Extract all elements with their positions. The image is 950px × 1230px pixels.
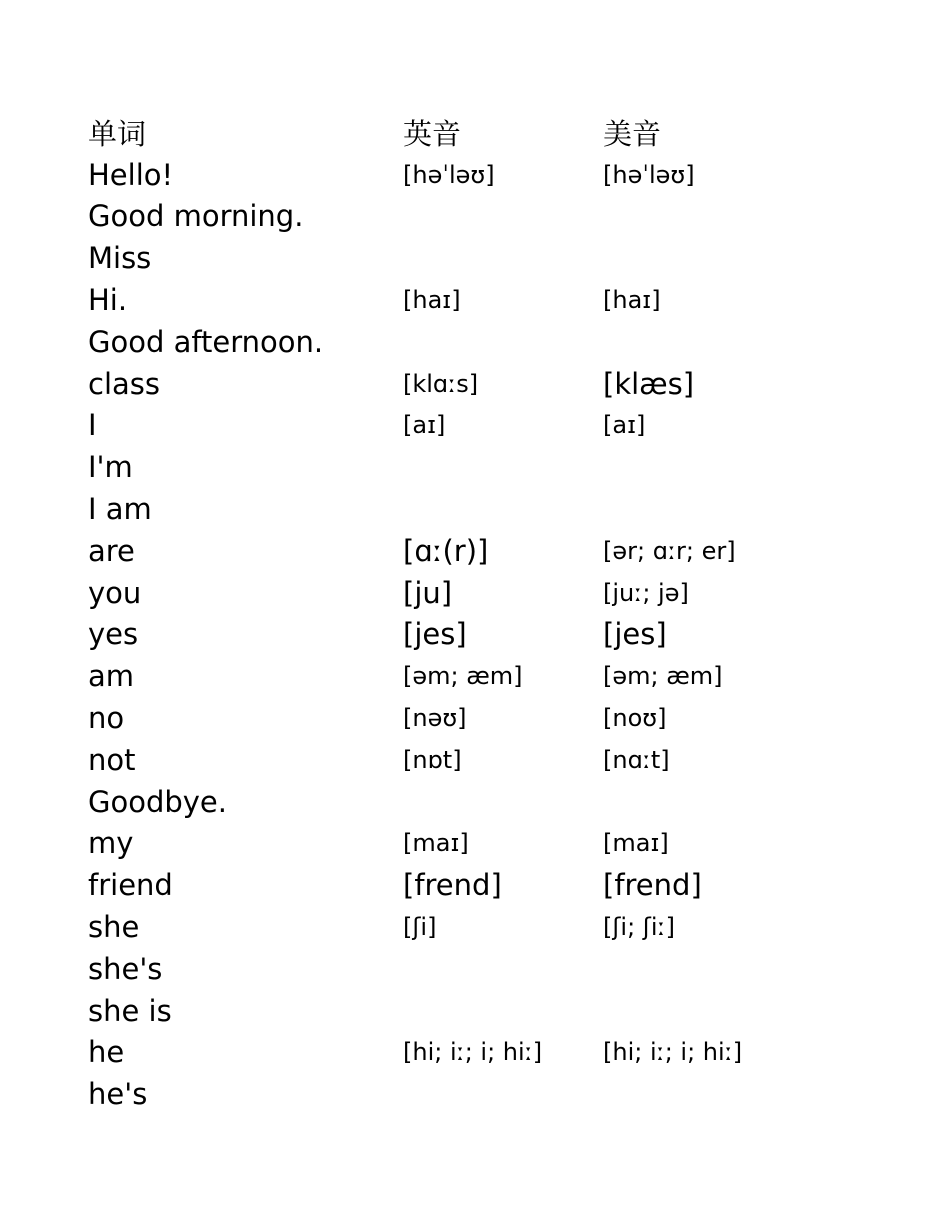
word-cell: no — [88, 701, 125, 736]
british-phonetic-cell: [haɪ] — [403, 286, 461, 315]
header-word: 单词 — [88, 117, 147, 152]
american-phonetic-cell: [ər; ɑːr; er] — [603, 536, 736, 565]
table-row — [88, 697, 848, 739]
table-row — [88, 154, 848, 196]
table-row — [88, 739, 848, 781]
american-phonetic-cell: [ʃi; ʃiː] — [603, 913, 675, 942]
american-phonetic-cell: [maɪ] — [603, 829, 669, 858]
vocabulary-table — [88, 112, 848, 1115]
word-cell: yes — [88, 617, 139, 652]
british-phonetic-cell: [klɑːs] — [403, 369, 479, 398]
british-phonetic-cell: [hi; iː; i; hiː] — [403, 1038, 543, 1067]
table-row — [88, 1073, 848, 1115]
british-phonetic-cell: [maɪ] — [403, 829, 469, 858]
word-cell: my — [88, 826, 134, 861]
word-cell: I am — [88, 492, 152, 527]
american-phonetic-cell: [həˈləʊ] — [603, 160, 695, 189]
british-phonetic-cell: [frend] — [403, 868, 502, 903]
american-phonetic-cell: [juː; jə] — [603, 578, 689, 607]
american-phonetic-cell: [hi; iː; i; hiː] — [603, 1038, 743, 1067]
word-cell: she's — [88, 951, 163, 986]
table-row — [88, 279, 848, 321]
table-row — [88, 488, 848, 530]
table-row — [88, 948, 848, 990]
table-row — [88, 363, 848, 405]
table-header-row — [88, 112, 848, 154]
word-cell: Good afternoon. — [88, 324, 324, 359]
word-cell: Good morning. — [88, 199, 304, 234]
british-phonetic-cell: [ju] — [403, 575, 453, 610]
table-row — [88, 237, 848, 279]
american-phonetic-cell: [noʊ] — [603, 704, 667, 733]
table-row — [88, 196, 848, 238]
word-cell: he — [88, 1035, 125, 1070]
word-cell: she is — [88, 993, 172, 1028]
word-cell: friend — [88, 868, 173, 903]
header-american-pronunciation: 美音 — [603, 117, 662, 152]
table-row — [88, 572, 848, 614]
british-phonetic-cell: [ʃi] — [403, 913, 437, 942]
table-row — [88, 864, 848, 906]
table-row — [88, 1032, 848, 1074]
header-british-pronunciation: 英音 — [403, 117, 462, 152]
table-row — [88, 446, 848, 488]
table-row — [88, 614, 848, 656]
word-cell: Miss — [88, 241, 152, 276]
american-phonetic-cell: [aɪ] — [603, 411, 646, 440]
american-phonetic-cell: [jes] — [603, 617, 667, 652]
table-row — [88, 990, 848, 1032]
american-phonetic-cell: [nɑːt] — [603, 745, 670, 774]
british-phonetic-cell: [jes] — [403, 617, 467, 652]
word-cell: he's — [88, 1077, 148, 1112]
table-row — [88, 655, 848, 697]
table-body — [88, 154, 848, 1115]
word-cell: you — [88, 575, 142, 610]
word-cell: class — [88, 366, 160, 401]
american-phonetic-cell: [haɪ] — [603, 286, 661, 315]
word-cell: I'm — [88, 450, 133, 485]
british-phonetic-cell: [nəʊ] — [403, 704, 467, 733]
british-phonetic-cell: [əm; æm] — [403, 662, 523, 691]
word-cell: she — [88, 910, 140, 945]
american-phonetic-cell: [klæs] — [603, 366, 695, 401]
british-phonetic-cell: [həˈləʊ] — [403, 160, 495, 189]
british-phonetic-cell: [ɑː(r)] — [403, 533, 489, 568]
word-cell: Hi. — [88, 283, 128, 318]
table-row — [88, 823, 848, 865]
british-phonetic-cell: [nɒt] — [403, 745, 462, 774]
word-cell: are — [88, 533, 135, 568]
table-row — [88, 530, 848, 572]
word-cell: I — [88, 408, 97, 443]
word-cell: am — [88, 659, 135, 694]
word-cell: Hello! — [88, 157, 174, 192]
british-phonetic-cell: [aɪ] — [403, 411, 446, 440]
american-phonetic-cell: [əm; æm] — [603, 662, 723, 691]
table-row — [88, 906, 848, 948]
table-row — [88, 781, 848, 823]
word-cell: not — [88, 742, 136, 777]
table-row — [88, 321, 848, 363]
table-row — [88, 405, 848, 447]
american-phonetic-cell: [frend] — [603, 868, 702, 903]
word-cell: Goodbye. — [88, 784, 227, 819]
